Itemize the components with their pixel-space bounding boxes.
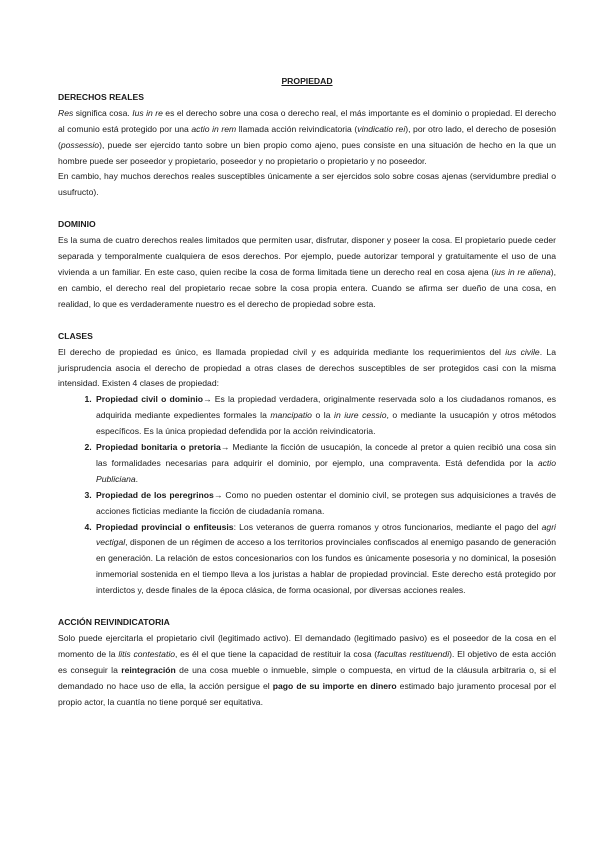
text-run: El derecho de propiedad es único, es llamada propiedad civil y es adquirida mediante los requerimientos del: [58, 346, 506, 357]
italic-term: actio Publiciana: [96, 457, 556, 484]
document-title: PROPIEDAD: [281, 76, 333, 86]
document-page: [58, 74, 556, 711]
text-run: llamada acción reivindicatoria (: [236, 123, 358, 134]
paragraph-clases: [58, 345, 556, 393]
text-run: significa cosa.: [73, 107, 133, 118]
list-item: [94, 392, 556, 440]
heading-accion-reivindicatoria: ACCIÓN REIVINDICATORIA: [58, 617, 170, 628]
text-run: .: [135, 473, 139, 484]
text-run: Es la suma de cuatro derechos reales limitados que permiten usar, disfrutar, disponer y poseer la cosa. El propietario puede ceder separada y temporalmente cualquiera de esos derechos. Por ejemplo, puede autorizar temporal y gratuitamente el uso de una vivienda a un familiar. En este caso, quien recibe la cosa de forma limitada tiene un derecho real en cosa ajena (: [58, 235, 556, 277]
bold-term: Propiedad de los peregrinos: [96, 489, 214, 500]
italic-term: in iure cessio: [334, 410, 387, 421]
list-item: [94, 440, 556, 488]
text-run: de una cosa mueble o inmueble, simple o compuesta, en virtud de la cláusula arbitraria o, si el demandado no hace uso de ella, la acción persigue el: [58, 664, 556, 691]
list-item: [94, 520, 556, 600]
text-run: ), por otro lado, el derecho de posesión (: [58, 123, 557, 150]
text-run: , disponen de un régimen de acceso a los territorios provinciales confiscados al enemigo pasando de generación en generación. La relación de estos concesionarios con los fundos es únicamente posesoria y no dominical, la posesión inmemorial sostenida en el tiempo lleva a los juristas a hablar de propiedad provincial. Este derecho está protegido por interdictos y, desde finales de la época clásica, de forma ocasional, por diversas acciones reales.: [96, 537, 556, 596]
italic-term: agri vectigal: [96, 521, 556, 548]
text-run: o la: [311, 410, 335, 421]
italic-term: actio in rem: [191, 123, 237, 134]
text-run: , o mediante la usucapión y otros métodos específicos. Es la única propiedad defendida por la acción reivindicatoria.: [96, 410, 556, 437]
list-item: [94, 488, 556, 520]
text-run: ). El objetivo de esta acción es conseguir la: [58, 648, 557, 675]
italic-term: ius civile: [505, 346, 540, 357]
text-run: → Como no pueden ostentar el dominio civil, se protegen sus adquisiciones a través de acciones ficticias mediante la ficción de ciudadanía romana.: [96, 489, 556, 516]
heading-dominio: DOMINIO: [58, 219, 96, 230]
bold-term: Propiedad civil o dominio: [96, 394, 203, 405]
text-run: → Es la propiedad verdadera, originalmente reservada solo a los ciudadanos romanos, es adquirida mediante expedientes formales la: [96, 394, 556, 421]
paragraph-derechos-reales-1: [58, 106, 556, 170]
text-run: : Los veteranos de guerra romanos y otros funcionarios, mediante el pago del: [233, 521, 542, 532]
bold-term: pago de su importe en dinero: [272, 680, 397, 691]
text-run: , es él el que tiene la capacidad de restituir la cosa (: [175, 648, 378, 659]
bold-term: Propiedad provincial o enfiteusis: [96, 521, 234, 532]
section-spacer: [58, 313, 556, 329]
italic-term: Ius in re: [132, 107, 163, 118]
text-run: ), en cambio, el derecho real del propietario recae sobre la cosa propia entera. Cuando se afirma ser dueño de una cosa, en realidad, lo que es verdaderamente nuestro es el derecho de propiedad sobre esta.: [58, 266, 556, 309]
heading-clases: CLASES: [58, 330, 93, 341]
italic-term: facultas restituendi: [377, 648, 450, 659]
text-run: → Mediante la ficción de usucapión, la concede al pretor a quien recibió una cosa sin las formalidades necesarias para adquirir el dominio, por ejemplo, una compraventa. Está defendida por la: [96, 442, 556, 468]
text-run: En cambio, hay muchos derechos reales susceptibles únicamente a ser ejercidos solo sobre cosas ajenas (servidumbre predial o usufructo).: [58, 171, 556, 198]
italic-term: vindicatio rei: [357, 123, 406, 134]
clases-list: [58, 392, 556, 599]
italic-term: litis contestatio: [118, 648, 176, 659]
text-run: Solo puede ejercitarla el propietario civil (legitimado activo). El demandado (legitimado pasivo) es el poseedor de la cosa en el momento de la: [58, 633, 556, 659]
text-run: estimado bajo juramento procesal por el propio actor, la cuantía no tiene porqué ser equitativa.: [58, 680, 557, 707]
text-run: ), puede ser ejercido tanto sobre un bien propio como ajeno, pues consiste en una situación de hecho en la que un hombre puede ser poseedor y propietario, poseedor y no propietario o propietario y no poseedor.: [58, 139, 556, 166]
section-spacer: [58, 201, 556, 217]
text-run: . La jurisprudencia asocia el derecho de propiedad a otras clases de derechos susceptibles de ser protegidos casi con la misma intensidad. Existen 4 clases de propiedad:: [58, 346, 556, 389]
bold-term: reintegración: [121, 664, 176, 675]
heading-derechos-reales: DERECHOS REALES: [58, 91, 144, 102]
section-spacer: [58, 599, 556, 615]
paragraph-accion-reivindicatoria: [58, 631, 556, 711]
text-run: es el derecho sobre una cosa o derecho real, el más importante es el dominio o propiedad. El derecho al comunio está protegido por una: [58, 107, 556, 134]
bold-term: Propiedad bonitaria o pretoria: [96, 442, 221, 453]
italic-term: possessio: [60, 139, 100, 150]
italic-term: Res: [58, 107, 74, 118]
italic-term: ius in re aliena: [494, 266, 551, 277]
paragraph-derechos-reales-2: [58, 169, 556, 201]
italic-term: mancipatio: [270, 410, 312, 421]
paragraph-dominio: [58, 233, 556, 313]
